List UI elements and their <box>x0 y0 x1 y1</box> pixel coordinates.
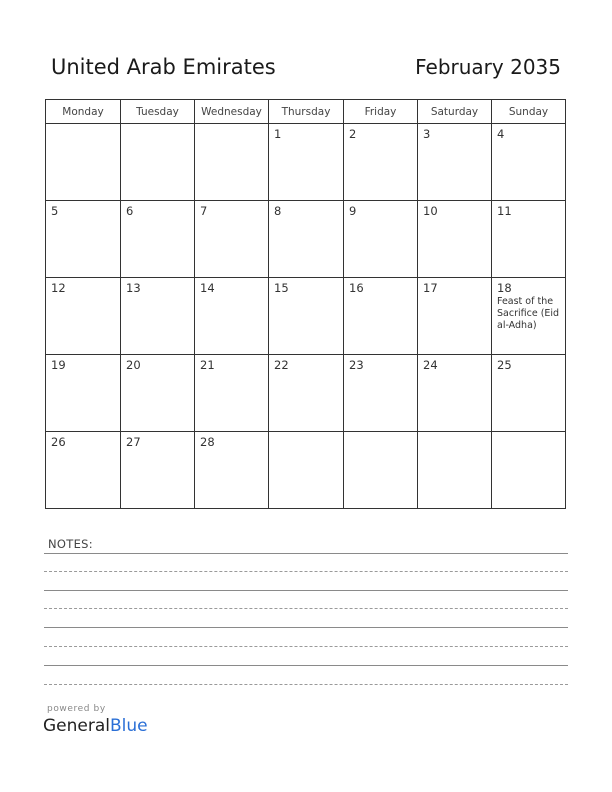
day-cell <box>195 124 269 201</box>
day-cell <box>121 432 195 509</box>
day-cell <box>344 201 418 278</box>
powered-by-text: powered by <box>47 704 106 714</box>
day-number: 26 <box>51 435 66 449</box>
day-number <box>418 432 491 435</box>
week-row <box>46 201 566 278</box>
day-number: 14 <box>200 281 215 295</box>
day-cell <box>269 432 344 509</box>
weekday-header: Monday <box>46 100 121 124</box>
day-number: 21 <box>200 358 215 372</box>
day-number: 15 <box>274 281 289 295</box>
day-cell <box>195 278 269 355</box>
day-cell <box>269 201 344 278</box>
day-number: 6 <box>126 204 134 218</box>
day-number: 12 <box>51 281 66 295</box>
day-number <box>195 124 268 127</box>
day-cell <box>418 278 492 355</box>
day-number: 3 <box>423 127 431 141</box>
day-cell <box>46 355 121 432</box>
day-cell <box>121 278 195 355</box>
day-cell <box>418 124 492 201</box>
day-cell <box>418 355 492 432</box>
day-number: 19 <box>51 358 66 372</box>
day-number: 7 <box>200 204 208 218</box>
day-cell <box>492 278 566 355</box>
notes-line <box>44 571 568 572</box>
day-cell <box>121 124 195 201</box>
brand-logo-part2: Blue <box>110 716 148 736</box>
day-cell <box>344 355 418 432</box>
day-number <box>344 432 417 435</box>
day-cell <box>46 124 121 201</box>
month-title: February 2035 <box>415 55 561 79</box>
notes-line <box>44 665 568 666</box>
weekday-header: Saturday <box>418 100 492 124</box>
day-cell <box>344 124 418 201</box>
notes-line <box>44 646 568 647</box>
calendar-grid <box>45 99 566 509</box>
day-number: 11 <box>497 204 512 218</box>
day-number: 17 <box>423 281 438 295</box>
notes-line <box>44 590 568 591</box>
notes-line <box>44 684 568 685</box>
brand-logo-part1: General <box>43 716 110 736</box>
day-cell <box>121 355 195 432</box>
weekday-header: Thursday <box>269 100 344 124</box>
day-number: 2 <box>349 127 357 141</box>
day-number: 25 <box>497 358 512 372</box>
week-row <box>46 432 566 509</box>
weekday-header: Tuesday <box>121 100 195 124</box>
day-cell <box>195 432 269 509</box>
day-cell <box>344 278 418 355</box>
day-number: 16 <box>349 281 364 295</box>
notes-line <box>44 553 568 554</box>
day-number <box>492 432 565 435</box>
day-cell <box>269 355 344 432</box>
day-cell <box>195 355 269 432</box>
weekday-header: Sunday <box>492 100 566 124</box>
weekday-header: Friday <box>344 100 418 124</box>
day-cell <box>121 201 195 278</box>
day-number: 24 <box>423 358 438 372</box>
day-cell <box>269 124 344 201</box>
country-title: United Arab Emirates <box>51 55 276 79</box>
day-number: 9 <box>349 204 357 218</box>
week-row <box>46 124 566 201</box>
day-number: 8 <box>274 204 282 218</box>
day-number: 22 <box>274 358 289 372</box>
holiday-label: Feast of the Sacrifice (Eid al-Adha) <box>497 296 560 331</box>
day-cell <box>492 355 566 432</box>
day-number: 18 <box>497 281 512 295</box>
day-number: 13 <box>126 281 141 295</box>
day-cell <box>418 201 492 278</box>
weekday-header: Wednesday <box>195 100 269 124</box>
day-number: 4 <box>497 127 505 141</box>
day-number: 27 <box>126 435 141 449</box>
day-cell <box>492 201 566 278</box>
day-number: 23 <box>349 358 364 372</box>
notes-line <box>44 608 568 609</box>
day-cell <box>195 201 269 278</box>
day-cell <box>344 432 418 509</box>
day-cell <box>492 432 566 509</box>
day-number: 5 <box>51 204 59 218</box>
day-number <box>269 432 343 435</box>
day-number: 20 <box>126 358 141 372</box>
day-number <box>121 124 194 127</box>
day-cell <box>46 201 121 278</box>
brand-logo <box>43 716 148 736</box>
day-number: 28 <box>200 435 215 449</box>
notes-label: NOTES: <box>48 537 93 551</box>
day-number: 1 <box>274 127 282 141</box>
day-cell <box>492 124 566 201</box>
day-number <box>46 124 120 127</box>
day-cell <box>418 432 492 509</box>
notes-line <box>44 627 568 628</box>
weekday-header-row <box>46 100 566 124</box>
day-number: 10 <box>423 204 438 218</box>
day-cell <box>269 278 344 355</box>
week-row <box>46 355 566 432</box>
day-cell <box>46 278 121 355</box>
week-row <box>46 278 566 355</box>
day-cell <box>46 432 121 509</box>
